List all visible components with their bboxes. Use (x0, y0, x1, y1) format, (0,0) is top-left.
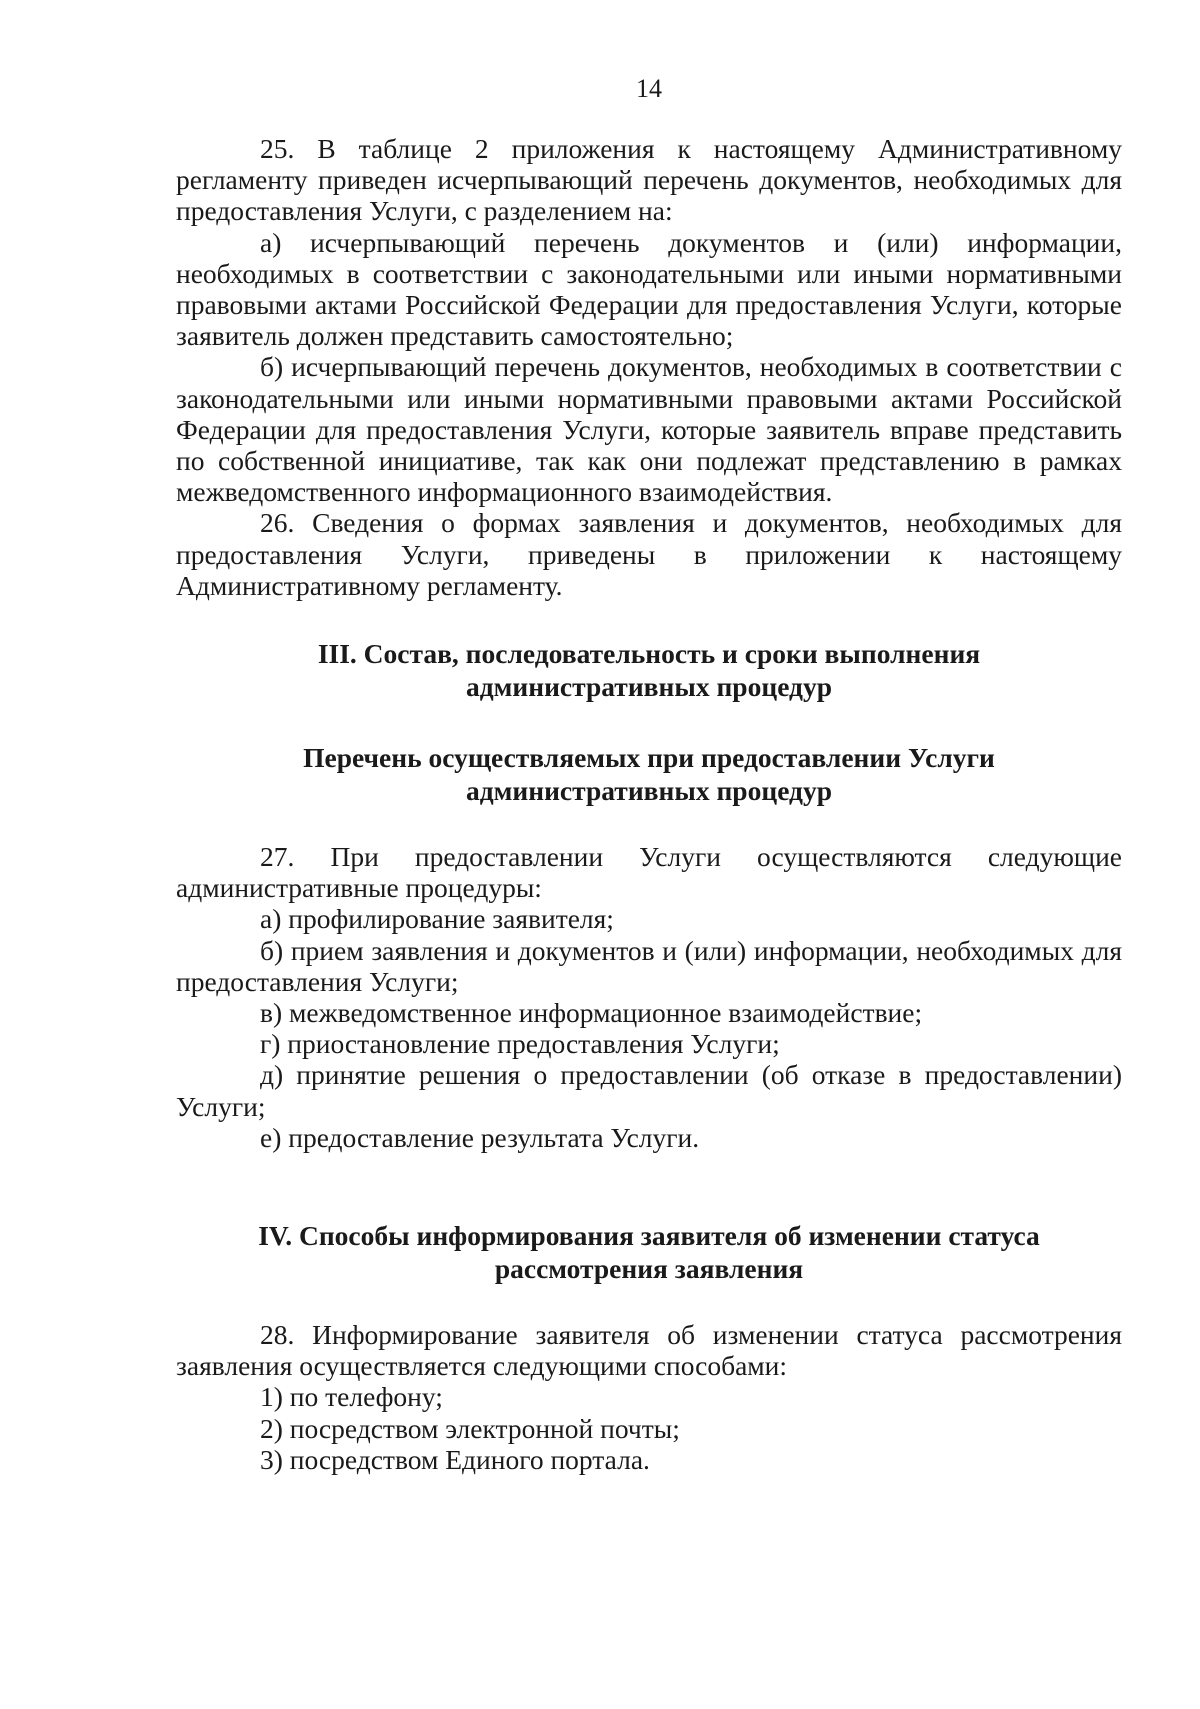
procedure-item-a: а) профилирование заявителя; (260, 903, 614, 935)
section-3-title (176, 637, 1122, 703)
procedure-item-v: в) межведомственное информационное взаимодействие; (260, 997, 923, 1029)
paragraph-25-item-b: б) исчерпывающий перечень документов, необходимых в соответствии с законодательными или иными нормативными правовыми актами Российской Федерации для предоставления Услуги, которые заявитель вправе представить по собственной инициативе, так как они подлежат представлению в рамках межведомственного информационного взаимодействия. (176, 351, 1122, 508)
paragraph-27: 27. При предоставлении Услуги осуществляются следующие административные процедуры: (176, 841, 1122, 904)
paragraph-26: 26. Сведения о формах заявления и документов, необходимых для предоставления Услуги, приведены в приложении к настоящему Административному регламенту. (176, 507, 1122, 601)
paragraph-28: 28. Информирование заявителя об изменении статуса рассмотрения заявления осуществляется следующими способами: (176, 1319, 1122, 1382)
procedure-item-b: б) прием заявления и документов и (или) информации, необходимых для предоставления Услуги; (176, 934, 1122, 997)
notify-method-2: 2) посредством электронной почты; (260, 1412, 680, 1444)
section-4-title (176, 1219, 1122, 1285)
section-3-subtitle-line-2: административных процедур (466, 775, 832, 807)
section-3-subtitle-line-1: Перечень осуществляемых при предоставлении Услуги (303, 742, 995, 774)
section-3-title-line-2: административных процедур (466, 671, 832, 703)
notify-method-1: 1) по телефону; (260, 1381, 443, 1413)
page-number: 14 (636, 74, 662, 103)
procedure-item-g: г) приостановление предоставления Услуги; (260, 1028, 780, 1060)
document-body (176, 133, 1122, 1475)
section-3-subtitle (176, 741, 1122, 807)
section-3-title-line-1: III. Состав, последовательность и сроки выполнения (317, 638, 981, 670)
procedure-item-d: д) принятие решения о предоставлении (об отказе в предоставлении) Услуги; (176, 1059, 1122, 1122)
section-4-title-line-2: рассмотрения заявления (494, 1253, 804, 1285)
notify-method-3: 3) посредством Единого портала. (260, 1443, 650, 1475)
section-4-title-line-1: IV. Способы информирования заявителя об изменении статуса (258, 1220, 1040, 1252)
procedure-item-e: е) предоставление результата Услуги. (260, 1121, 700, 1153)
paragraph-25-item-a: а) исчерпывающий перечень документов и (или) информации, необходимых в соответствии с законодательными или иными нормативными правовыми актами Российской Федерации для предоставления Услуги, которые заявитель должен представить самостоятельно; (176, 226, 1122, 352)
paragraph-25: 25. В таблице 2 приложения к настоящему Административному регламенту приведен исчерпывающий перечень документов, необходимых для предоставления Услуги, с разделением на: (176, 133, 1122, 227)
